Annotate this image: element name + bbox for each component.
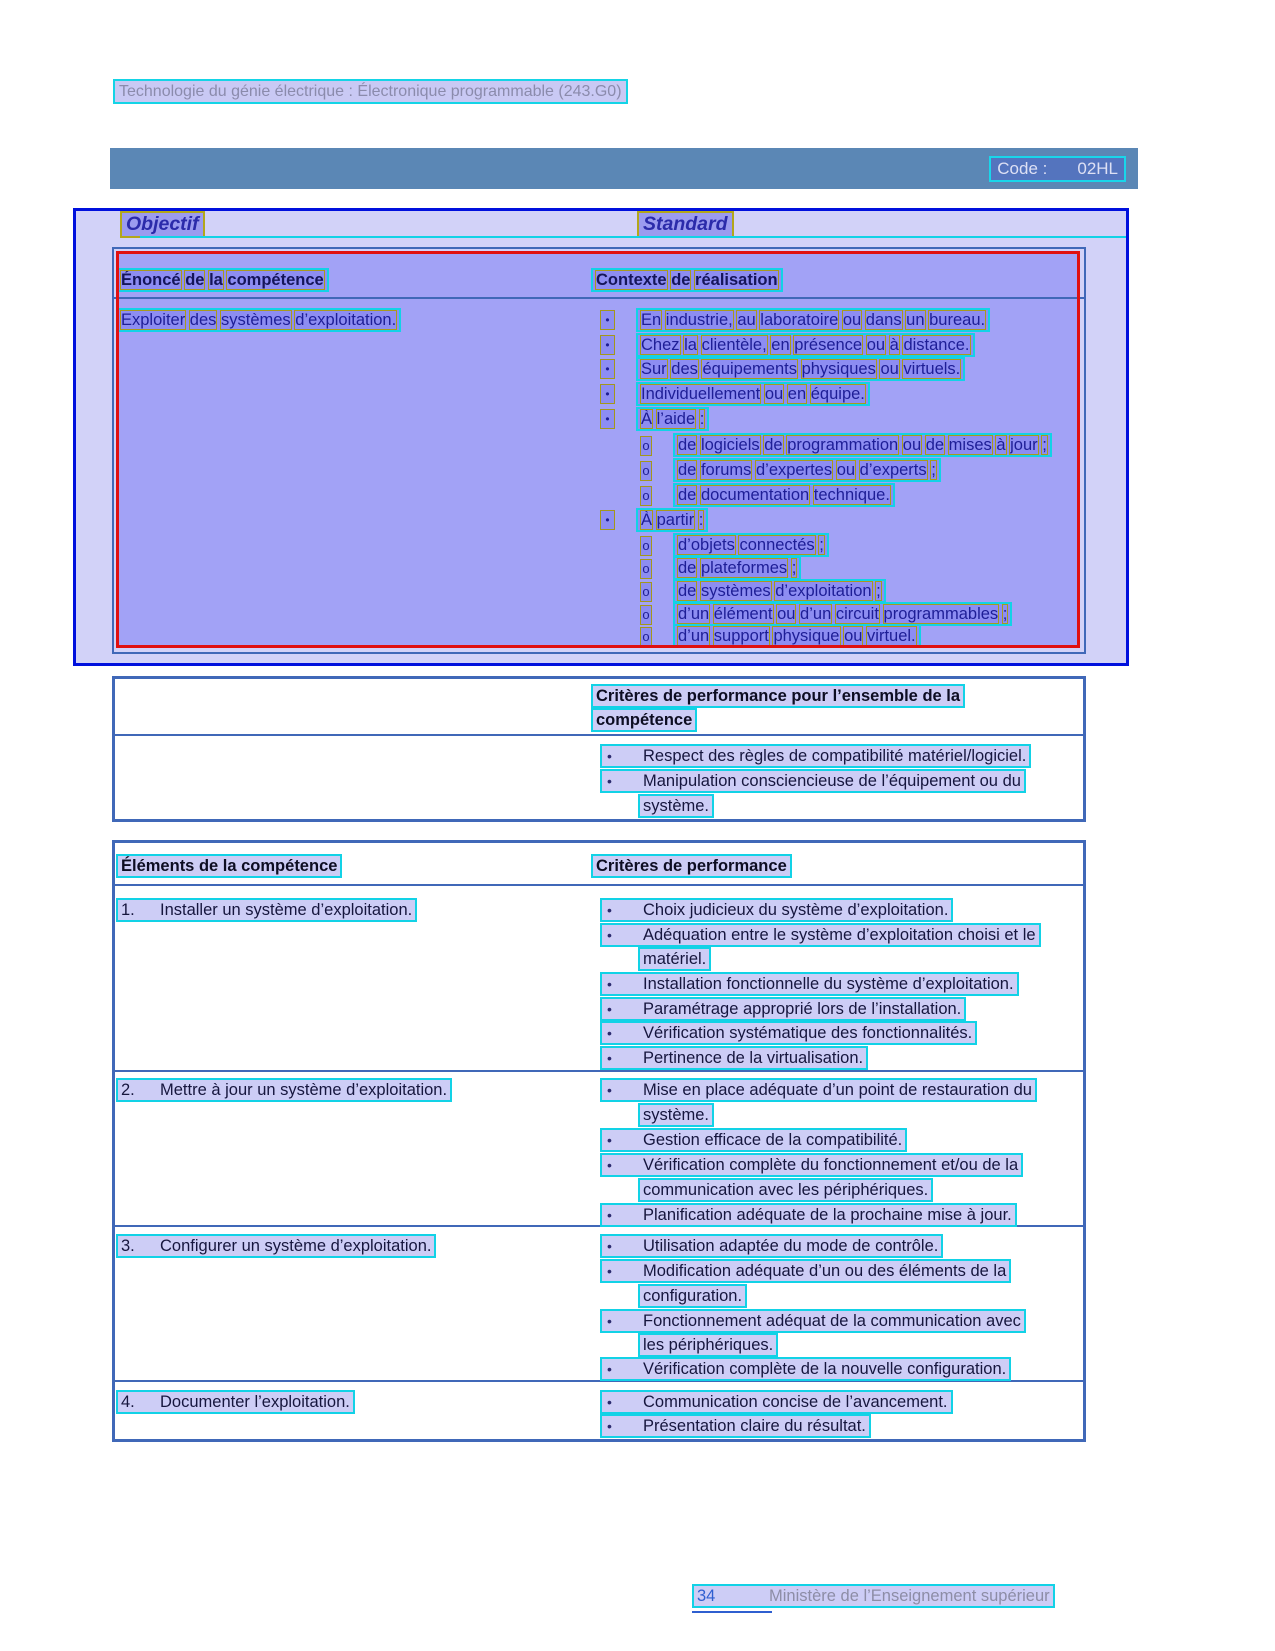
element-text: Mettre à jour un système d’exploitation. [160,1081,448,1099]
ensemble-item-line [600,769,1026,793]
sub-bullet-icon: o [640,559,652,579]
context-text: de forums d’expertes ou d’experts ; [673,458,941,482]
criteria-line [600,997,966,1021]
sub-bullet-icon: o [640,461,652,481]
table-divider [112,884,1086,886]
criteria-text: Vérification complète de la nouvelle configuration. [643,1360,1007,1378]
bullet-icon: • [600,510,615,530]
bullet-icon: • [607,748,612,764]
ensemble-item-continuation [638,794,714,818]
criteria-text: Paramétrage approprié lors de l’installation. [643,1000,962,1018]
ensemble-header-text: Critères de performance pour l’ensemble de la [591,684,965,708]
elements-header-right: Critères de performance [591,854,792,878]
context-text: d’objets connectés ; [673,533,829,557]
page-footer [692,1584,1055,1608]
element-number: 1. [121,901,135,919]
bullet-icon: • [607,927,612,943]
bullet-icon: • [607,1313,612,1329]
bullet-icon: • [607,1361,612,1377]
bullet-icon: • [600,384,615,404]
context-text: d’un support physique ou virtuel. [673,624,921,648]
bullet-icon: • [600,359,615,379]
ministry-text: Ministère de l’Enseignement supérieur [769,1587,1050,1605]
context-text: En industrie, au laboratoire ou dans un bureau. [636,308,990,332]
objectif-label: Objectif [120,211,205,238]
bullet-icon: • [607,1132,612,1148]
page-number: 34 [697,1587,716,1605]
bullet-icon: • [607,773,612,789]
sub-bullet-icon: o [640,605,652,625]
ensemble-item-text: Respect des règles de compatibilité matériel/logiciel. [643,747,1027,765]
bullet-icon: • [607,1238,612,1254]
criteria-line [600,1234,943,1258]
element-row-label [116,1078,452,1102]
criteria-text: système. [638,1103,714,1127]
bullet-icon: • [607,1025,612,1041]
context-text: de logiciels de programmation ou de mises à jour ; [673,433,1052,457]
doc-header-text: Technologie du génie électrique : Électronique programmable (243.G0) [113,79,628,104]
sub-bullet-icon: o [640,536,652,556]
element-row-label [116,1390,355,1414]
criteria-line [600,1309,1026,1333]
context-text: Individuellement ou en équipe. [636,382,870,406]
criteria-text: Adéquation entre le système d’exploitation choisi et le [643,926,1036,944]
criteria-line [600,1203,1017,1227]
sub-bullet-icon: o [640,486,652,506]
criteria-line [600,1390,953,1414]
competence-header-left: Énoncé de la compétence [116,268,329,292]
ensemble-header-text: compétence [591,708,697,732]
standard-label: Standard [637,211,734,238]
element-number: 2. [121,1081,135,1099]
table-divider [112,734,1086,736]
context-text: d’un élément ou d’un circuit programmables ; [673,602,1012,626]
criteria-line [600,972,1019,996]
element-text: Installer un système d’exploitation. [160,901,413,919]
criteria-continuation [638,1284,747,1308]
element-number: 3. [121,1237,135,1255]
criteria-line [600,1128,907,1152]
element-text: Configurer un système d’exploitation. [160,1237,432,1255]
sub-bullet-icon: o [640,436,652,456]
criteria-text: Communication concise de l’avancement. [643,1393,948,1411]
element-text: Documenter l’exploitation. [160,1393,350,1411]
context-text: de systèmes d’exploitation ; [673,579,886,603]
element-number: 4. [121,1393,135,1411]
context-text: À partir : [636,508,708,532]
bullet-icon: • [607,902,612,918]
criteria-text: Pertinence de la virtualisation. [643,1049,864,1067]
criteria-continuation [638,1103,714,1127]
criteria-text: Choix judicieux du système d’exploitation. [643,901,949,919]
bullet-icon: • [607,1157,612,1173]
criteria-line [600,898,953,922]
criteria-continuation [638,1178,933,1202]
criteria-line [600,1357,1011,1381]
ensemble-header-line2 [591,708,697,732]
criteria-line [600,1078,1037,1102]
code-value: 02HL [1077,159,1118,178]
criteria-text: Fonctionnement adéquat de la communication avec [643,1312,1021,1330]
context-text: Chez la clientèle, en présence ou à distance. [636,333,975,357]
context-text: Sur des équipements physiques ou virtuels. [636,357,965,381]
element-row-label [116,898,417,922]
bullet-icon: • [607,1050,612,1066]
bullet-icon: • [607,1418,612,1434]
criteria-text: communication avec les périphériques. [638,1178,933,1202]
criteria-text: matériel. [638,947,711,971]
ensemble-item-line [600,744,1031,768]
criteria-text: Modification adéquate d’un ou des éléments de la [643,1262,1007,1280]
code-box [989,156,1126,182]
ensemble-header-line1 [591,684,965,708]
criteria-continuation [638,1333,778,1357]
elements-header-left: Éléments de la compétence [116,854,342,878]
table-divider [112,1070,1086,1072]
criteria-line [600,1259,1011,1283]
annotation-red-border [116,251,1080,648]
page-number-underline [692,1611,772,1613]
sub-bullet-icon: o [640,627,652,647]
criteria-text: Mise en place adéquate d’un point de restauration du [643,1081,1032,1099]
enonce-text: Exploiter des systèmes d’exploitation. [116,308,401,332]
criteria-text: Planification adéquate de la prochaine mise à jour. [643,1206,1012,1224]
bullet-icon: • [607,1263,612,1279]
criteria-line [600,1153,1023,1177]
title-banner [110,148,1138,189]
bullet-icon: • [600,310,615,330]
criteria-line [600,1414,871,1438]
criteria-line [600,1046,868,1070]
criteria-text: Présentation claire du résultat. [643,1417,866,1435]
criteria-text: Vérification systématique des fonctionnalités. [643,1024,973,1042]
criteria-text: Utilisation adaptée du mode de contrôle. [643,1237,939,1255]
criteria-text: Gestion efficace de la compatibilité. [643,1131,903,1149]
code-label: Code : [997,159,1048,178]
criteria-text: Installation fonctionnelle du système d’exploitation. [643,975,1014,993]
competence-header-right: Contexte de réalisation [591,268,783,292]
bullet-icon: • [600,409,615,429]
sub-bullet-icon: o [640,582,652,602]
bullet-icon: • [600,335,615,355]
context-text: de plateformes ; [673,556,801,580]
context-text: de documentation technique. [673,483,895,507]
element-row-label [116,1234,436,1258]
bullet-icon: • [607,1207,612,1223]
bullet-icon: • [607,1082,612,1098]
criteria-continuation [638,947,711,971]
criteria-line [600,1021,977,1045]
context-text: À l’aide : [636,407,709,431]
elements-header-left-line [116,854,342,878]
ensemble-item-text: système. [638,794,714,818]
doc-header [113,79,628,104]
criteria-line [600,923,1041,947]
ensemble-item-text: Manipulation consciencieuse de l’équipement ou du [643,772,1021,790]
elements-header-right-line [591,854,792,878]
bullet-icon: • [607,976,612,992]
bullet-icon: • [607,1001,612,1017]
criteria-text: les périphériques. [638,1333,778,1357]
criteria-text: configuration. [638,1284,747,1308]
criteria-text: Vérification complète du fonctionnement et/ou de la [643,1156,1019,1174]
bullet-icon: • [607,1394,612,1410]
